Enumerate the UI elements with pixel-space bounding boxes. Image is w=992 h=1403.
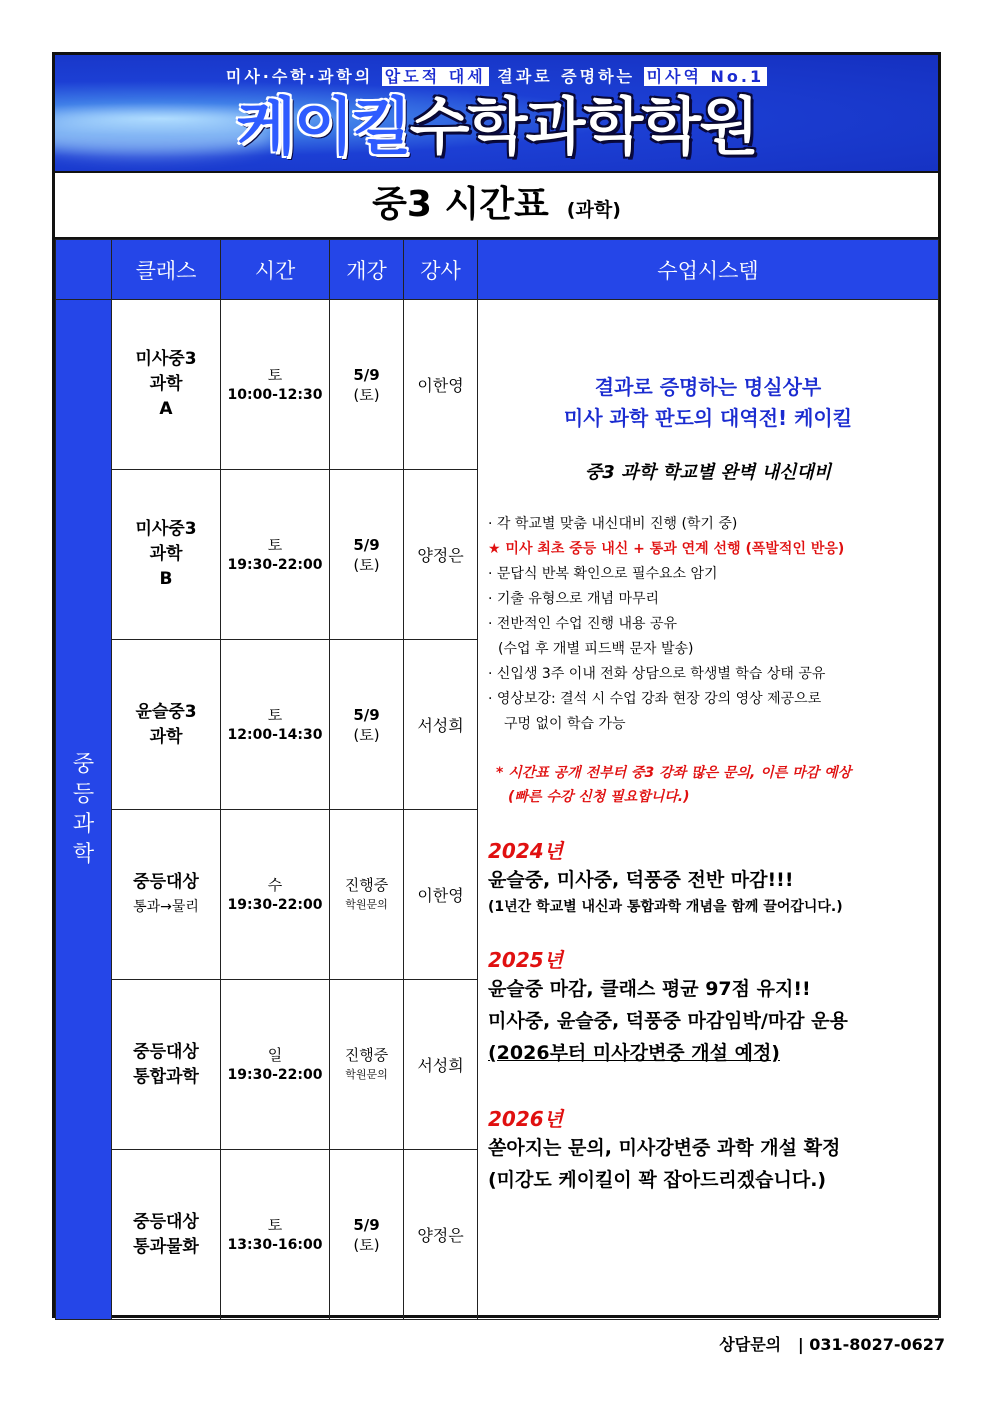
academy-logo-text: 케이킬수학과학학원 — [235, 90, 758, 163]
table-row-open: 진행중 학원문의 — [330, 810, 404, 980]
table-row-teacher: 양정은 — [404, 1150, 478, 1320]
early-close-notice: * 시간표 공개 전부터 중3 강좌 많은 문의, 이른 마감 예상 (빠른 수강 신청 필요합니다.) — [496, 765, 852, 805]
feature-list: · 각 학교별 맞춤 내신대비 진행 (학기 중) ★ 미사 최초 중등 내신 + 통과 연계 선행 (폭발적인 반응) · 문답식 반복 확인으로 필수요소 암기 · 기출 유형으로 개념 마무리 · 전반적인 수업 진행 내용 공유 (수업 후 개별 피드백 문자 발송) · 신입생 3주 이내 전화 상담으로 학생별 학습 상태 공유 · 영상보강: 결석 시 수업 강좌 현장 강의 영상 제공으로 구멍 없이 학습 가능 — [488, 516, 845, 732]
table-row-time: 토 10:00-12:30 — [221, 300, 330, 470]
table-row-teacher: 이한영 — [404, 300, 478, 470]
page-title: 중3 시간표 (과학) — [55, 171, 938, 239]
table-row-class: 미사중3 과학 B — [112, 470, 221, 640]
table-row-time: 일 19:30-22:00 — [221, 980, 330, 1150]
table-row-open: 5/9 (토) — [330, 640, 404, 810]
table-row-open: 5/9 (토) — [330, 300, 404, 470]
header-system: 수업시스템 — [478, 240, 939, 300]
phone-number[interactable]: | 031-8027-0627 — [797, 1335, 945, 1354]
table-row-teacher: 양정은 — [404, 470, 478, 640]
table-row-teacher: 서성희 — [404, 640, 478, 810]
table-row-time: 토 12:00-14:30 — [221, 640, 330, 810]
table-row-open: 5/9 (토) — [330, 470, 404, 640]
banner-tagline: 미사·수학·과학의 압도적 대세 결과로 증명하는 미사역 No.1 — [55, 64, 938, 87]
table-row-class: 중등대상 통과물화 — [112, 1150, 221, 1320]
schedule-table — [55, 239, 939, 1320]
contact-footer: 상담문의 | 031-8027-0627 — [719, 1335, 945, 1354]
timetable-frame — [52, 52, 941, 1318]
table-row-class: 중등대상 통합과학 — [112, 980, 221, 1150]
table-row-time: 토 13:30-16:00 — [221, 1150, 330, 1320]
header-open: 개강 — [330, 240, 404, 300]
table-row-class: 미사중3 과학 A — [112, 300, 221, 470]
header-time: 시간 — [221, 240, 330, 300]
table-row-class: 윤슬중3 과학 — [112, 640, 221, 810]
table-row-teacher: 서성희 — [404, 980, 478, 1150]
table-row-time: 수 19:30-22:00 — [221, 810, 330, 980]
table-row-open: 진행중 학원문의 — [330, 980, 404, 1150]
table-row-class: 중등대상 통과→물리 — [112, 810, 221, 980]
table-row-teacher: 이한영 — [404, 810, 478, 980]
header-class: 클래스 — [112, 240, 221, 300]
table-row-time: 토 19:30-22:00 — [221, 470, 330, 640]
class-system-description: 결과로 증명하는 명실상부 미사 과학 판도의 대역전! 케이킬 중3 과학 학교별 완벽 내신대비 · 각 학교별 맞춤 내신대비 진행 (학기 중) ★ 미사 최초 중등 내신 + 통과 연계 선행 (폭발적인 반응) · 문답식 반복 확인으로 필수요소 암기 · 기출 유형으로 개념 마무리 · 전반적인 수업 진행 내용 공유 (수업 후 개별 피드백 문자 발송) · 신입생 3주 이내 전화 상담으로 학생별 학습 상태 공유 · 영상보강: 결석 시 수업 강좌 현장 강의 영상 제공으로 구멍 없이 학습 가능 * 시간표 공개 전부터 중3 강좌 많은 문의, 이른 마감 예상 (빠른 수강 신청 필요합니다.) 2024년 윤슬중, 미사중, 덕풍중 전반 마감!!! (1년간 학교별 내신과 통합과학 개념을 함께 끌어갑니다.) 2025년 윤슬중 마감, 클래스 평균 97점 유지!! 미사중, 윤슬중, 덕풍중 마감임박/마감 운용 (2026부터 미사강변중 개설 예정) 2026년 쏟아지는 문의, 미사강변중 과학 개설 확정 (미강도 케이킬이 꽉 잡아드리겠습니다.) — [478, 300, 939, 1320]
header-blank — [56, 240, 112, 300]
academy-banner — [55, 55, 938, 171]
table-row-open: 5/9 (토) — [330, 1150, 404, 1320]
category-label: 중 등 과 학 — [56, 300, 112, 1320]
header-teacher: 강사 — [404, 240, 478, 300]
